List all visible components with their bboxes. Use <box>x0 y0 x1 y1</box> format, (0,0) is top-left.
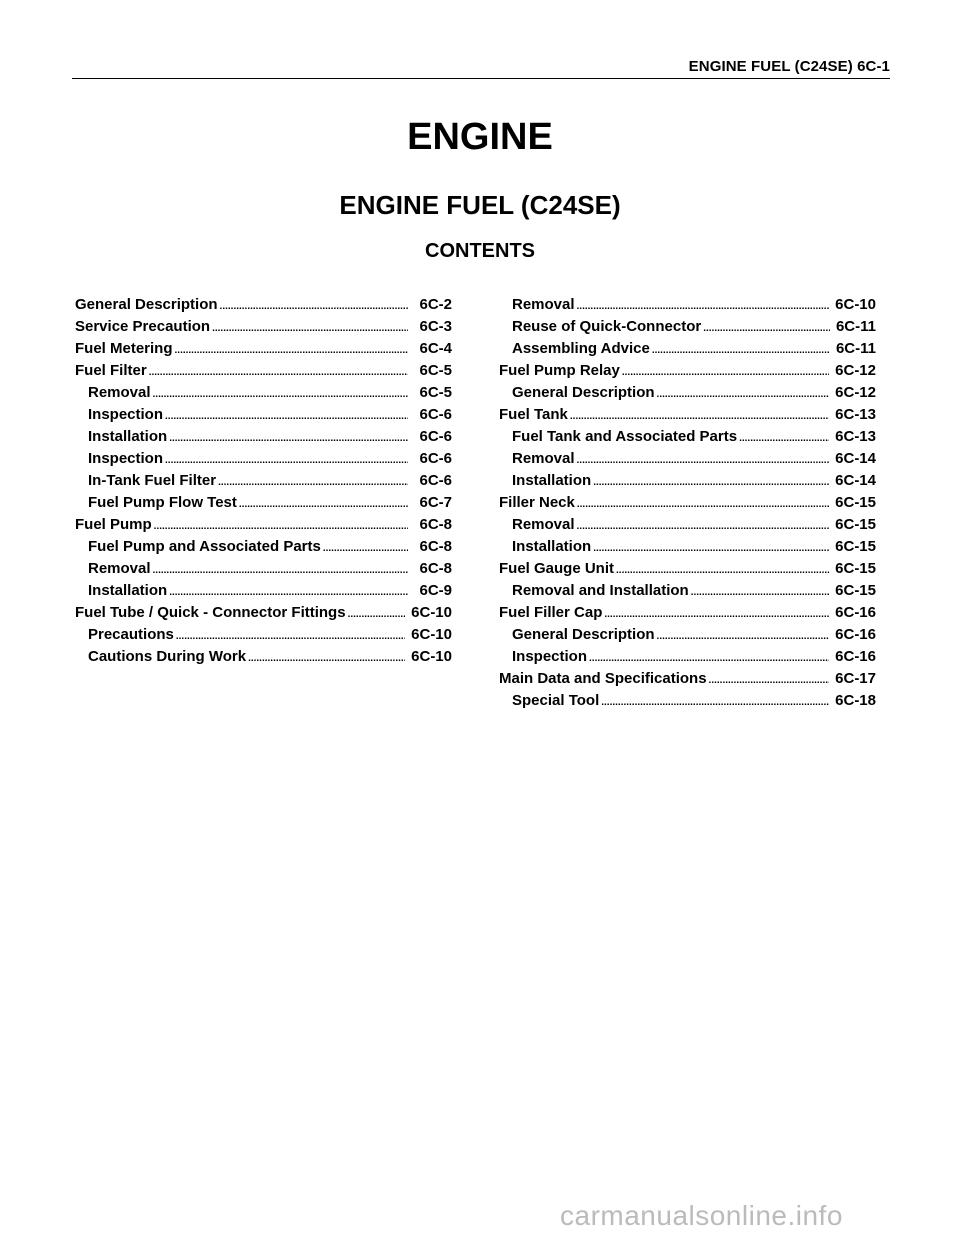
toc-entry-title: Removal <box>88 384 151 401</box>
running-header: ENGINE FUEL (C24SE) 6C-1 <box>72 58 890 79</box>
toc-entry-title: Fuel Pump Flow Test <box>88 494 237 511</box>
toc-entry-title: Removal <box>512 516 575 533</box>
toc-entry-title: Fuel Metering <box>75 340 173 357</box>
toc-entry-title: Removal <box>88 560 151 577</box>
toc-entry-page: 6C-13 <box>835 406 876 423</box>
toc-entry[interactable] <box>499 690 876 712</box>
toc-entry[interactable] <box>499 294 876 316</box>
toc-entry[interactable] <box>499 580 876 602</box>
toc-entry[interactable] <box>75 382 452 404</box>
toc-entry[interactable] <box>75 492 452 514</box>
toc-entry[interactable] <box>499 668 876 690</box>
toc-entry-title: Fuel Pump Relay <box>499 362 620 379</box>
toc-entry-page: 6C-15 <box>835 516 876 533</box>
toc-entry-title: Filler Neck <box>499 494 575 511</box>
toc-entry-title: Main Data and Specifications <box>499 670 707 687</box>
toc-entry-page: 6C-15 <box>835 582 876 599</box>
toc-entry-title: General Description <box>512 384 655 401</box>
toc-entry[interactable] <box>75 470 452 492</box>
toc-entry-page: 6C-16 <box>835 626 876 643</box>
toc-entry[interactable] <box>499 448 876 470</box>
toc-entry[interactable] <box>499 338 876 360</box>
toc-entry[interactable] <box>75 646 452 668</box>
toc-entry-title: Reuse of Quick-Connector <box>512 318 702 335</box>
toc-right-column <box>499 294 876 712</box>
toc-entry[interactable] <box>75 514 452 536</box>
toc-entry[interactable] <box>75 558 452 580</box>
toc-entry-page: 6C-11 <box>835 340 876 357</box>
toc-entry-title: Fuel Filter <box>75 362 147 379</box>
toc-entry-page: 6C-6 <box>419 450 452 467</box>
toc-entry[interactable] <box>499 316 876 338</box>
toc-entry-page: 6C-10 <box>411 604 452 621</box>
toc-entry[interactable] <box>75 580 452 602</box>
toc-entry[interactable] <box>75 624 452 646</box>
toc-entry-page: 6C-7 <box>419 494 452 511</box>
toc-entry[interactable] <box>499 536 876 558</box>
toc-entry-page: 6C-15 <box>835 560 876 577</box>
toc-entry[interactable] <box>75 316 452 338</box>
toc-entry-page: 6C-12 <box>835 384 876 401</box>
toc-entry-page: 6C-6 <box>419 406 452 423</box>
toc-entry-page: 6C-12 <box>835 362 876 379</box>
toc-entry-page: 6C-8 <box>419 516 452 533</box>
toc-entry-title: Fuel Tank and Associated Parts <box>512 428 738 445</box>
toc-entry-page: 6C-4 <box>419 340 452 357</box>
toc-entry-title: Removal and Installation <box>512 582 689 599</box>
contents-heading: CONTENTS <box>425 240 535 262</box>
toc-entry-page: 6C-10 <box>835 296 876 313</box>
toc-entry-title: Inspection <box>88 406 164 423</box>
toc-entry[interactable] <box>75 404 452 426</box>
toc-entry-page: 6C-8 <box>419 560 452 577</box>
toc-entry-title: Fuel Pump and Associated Parts <box>88 538 321 555</box>
toc-entry[interactable] <box>75 338 452 360</box>
toc-entry-page: 6C-14 <box>835 450 876 467</box>
toc-entry-page: 6C-10 <box>411 626 452 643</box>
section-title: ENGINE FUEL (C24SE) <box>339 190 621 220</box>
toc-entry-page: 6C-3 <box>419 318 452 335</box>
toc-entry-title: Inspection <box>512 648 588 665</box>
toc-entry-page: 6C-18 <box>835 692 876 709</box>
toc-entry[interactable] <box>75 536 452 558</box>
toc-entry-title: Cautions During Work <box>88 648 247 665</box>
toc-entry[interactable] <box>75 426 452 448</box>
toc-entry[interactable] <box>75 294 452 316</box>
toc-entry[interactable] <box>499 514 876 536</box>
toc-entry-page: 6C-10 <box>411 648 452 665</box>
toc-entry-title: Fuel Gauge Unit <box>499 560 615 577</box>
watermark: carmanualsonline.info <box>560 1200 843 1231</box>
toc-entry-title: Fuel Tube / Quick - Connector Fittings <box>75 604 346 621</box>
toc-entry-title: Installation <box>88 428 168 445</box>
toc-entry-page: 6C-13 <box>835 428 876 445</box>
toc-entry-title: Fuel Filler Cap <box>499 604 603 621</box>
toc-entry-title: Removal <box>512 450 575 467</box>
toc-entry[interactable] <box>499 558 876 580</box>
toc-entry[interactable] <box>75 602 452 624</box>
toc-entry-page: 6C-17 <box>835 670 876 687</box>
toc-entry[interactable] <box>499 360 876 382</box>
toc-entry-page: 6C-15 <box>835 494 876 511</box>
toc-entry-page: 6C-5 <box>419 362 452 379</box>
toc-entry-title: Installation <box>512 538 592 555</box>
toc-entry[interactable] <box>499 426 876 448</box>
toc-entry[interactable] <box>75 360 452 382</box>
toc-entry-title: Fuel Pump <box>75 516 152 533</box>
toc-entry[interactable] <box>75 448 452 470</box>
toc-entry[interactable] <box>499 404 876 426</box>
toc-entry-title: Installation <box>88 582 168 599</box>
toc-entry-page: 6C-6 <box>419 472 452 489</box>
toc-entry-page: 6C-9 <box>419 582 452 599</box>
toc-entry-title: Installation <box>512 472 592 489</box>
toc-entry[interactable] <box>499 624 876 646</box>
page-title: ENGINE <box>407 116 553 158</box>
toc-entry-title: Inspection <box>88 450 164 467</box>
toc-entry[interactable] <box>499 382 876 404</box>
toc-entry-title: General Description <box>75 296 218 313</box>
toc-entry-page: 6C-8 <box>419 538 452 555</box>
toc-entry-page: 6C-2 <box>419 296 452 313</box>
toc-entry-title: Precautions <box>88 626 174 643</box>
toc-entry[interactable] <box>499 646 876 668</box>
toc-entry-page: 6C-14 <box>835 472 876 489</box>
toc-entry-page: 6C-16 <box>835 604 876 621</box>
toc-entry[interactable] <box>499 470 876 492</box>
toc-entry-title: Removal <box>512 296 575 313</box>
toc-entry-page: 6C-11 <box>835 318 876 335</box>
toc-entry-title: Special Tool <box>512 692 600 709</box>
toc-entry-title: In-Tank Fuel Filter <box>88 472 217 489</box>
toc-entry-title: Assembling Advice <box>512 340 650 357</box>
toc-entry-page: 6C-6 <box>419 428 452 445</box>
toc-entry[interactable] <box>499 492 876 514</box>
toc-left-column <box>75 294 452 668</box>
toc-entry-page: 6C-5 <box>419 384 452 401</box>
toc-entry-title: Service Precaution <box>75 318 211 335</box>
toc-entry-title: General Description <box>512 626 655 643</box>
toc-entry-page: 6C-15 <box>835 538 876 555</box>
toc-entry-title: Fuel Tank <box>499 406 568 423</box>
toc-entry[interactable] <box>499 602 876 624</box>
toc-entry-page: 6C-16 <box>835 648 876 665</box>
